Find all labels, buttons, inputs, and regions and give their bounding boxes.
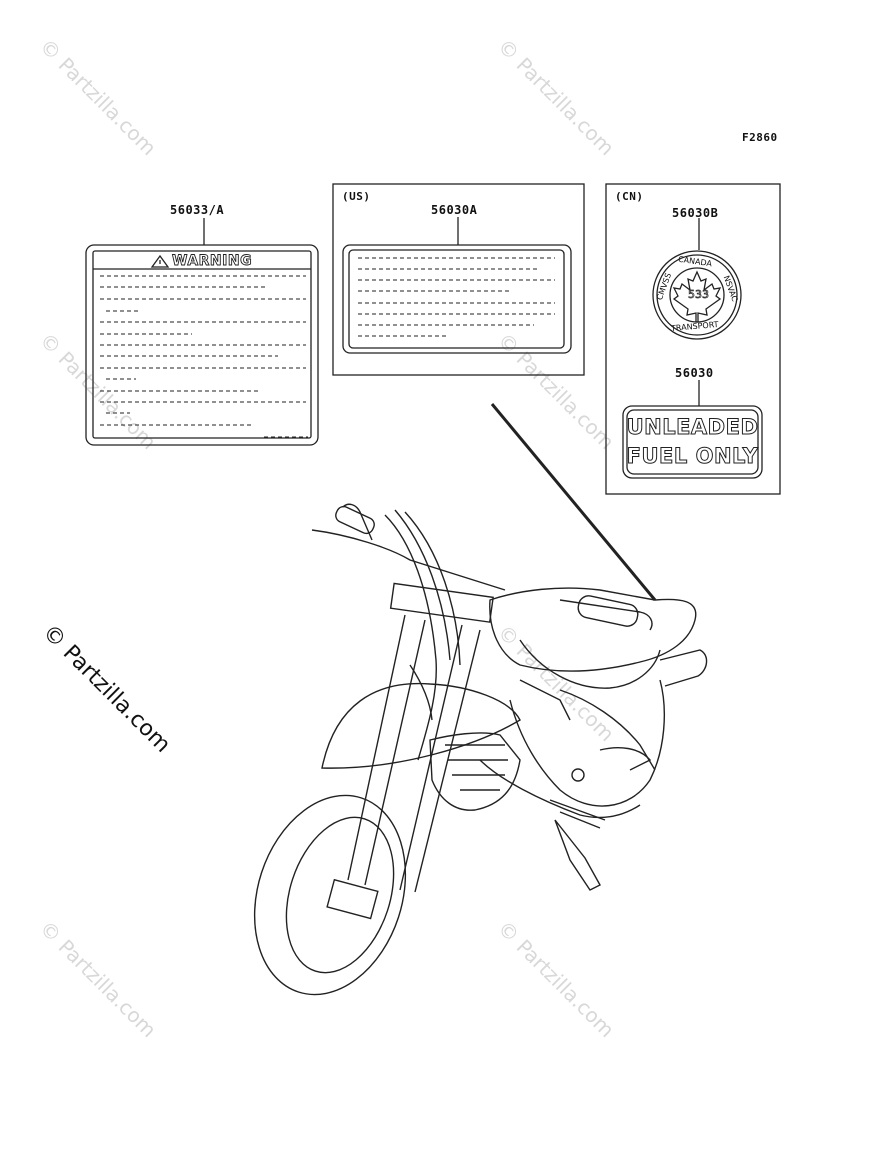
seal-top-text: CANADA — [677, 254, 713, 269]
cn-region-label: (CN) — [615, 190, 644, 203]
watermark: © Partzilla.com — [493, 620, 620, 747]
warning-header: WARNING — [172, 253, 253, 269]
part-number-seal: 56030B — [672, 206, 719, 220]
part-number-us: 56030A — [431, 203, 478, 217]
seal-bottom-text: TRANSPORT — [670, 319, 719, 334]
figure-id: F2860 — [742, 131, 778, 144]
us-label-inner — [349, 250, 564, 348]
us-text-lines — [358, 258, 555, 336]
watermark: © Partzilla.com — [35, 328, 162, 455]
seal-right-text: NSVAC — [721, 274, 740, 303]
seal-left-text: CMVSS — [655, 271, 674, 302]
warning-text-lines — [100, 276, 308, 437]
motorcycle-drawing — [230, 504, 707, 1014]
watermark: © Partzilla.com — [493, 34, 620, 161]
watermark: © Partzilla.com — [35, 34, 162, 161]
part-number-warning: 56033/A — [170, 203, 225, 217]
part-number-fuel: 56030 — [675, 366, 714, 380]
watermark: © Partzilla.com — [493, 916, 620, 1043]
seal-number: 533 — [688, 288, 709, 301]
watermark: © Partzilla.com — [493, 328, 620, 455]
watermark: © Partzilla.com — [35, 916, 162, 1043]
us-region-label: (US) — [342, 190, 371, 203]
watermark-main: © Partzilla.com — [37, 620, 176, 758]
fuel-label-line1: UNLEADED — [626, 415, 759, 439]
us-label-outer — [343, 245, 571, 353]
warning-triangle-icon — [152, 256, 168, 267]
fuel-label-line2: FUEL ONLY — [626, 444, 759, 468]
